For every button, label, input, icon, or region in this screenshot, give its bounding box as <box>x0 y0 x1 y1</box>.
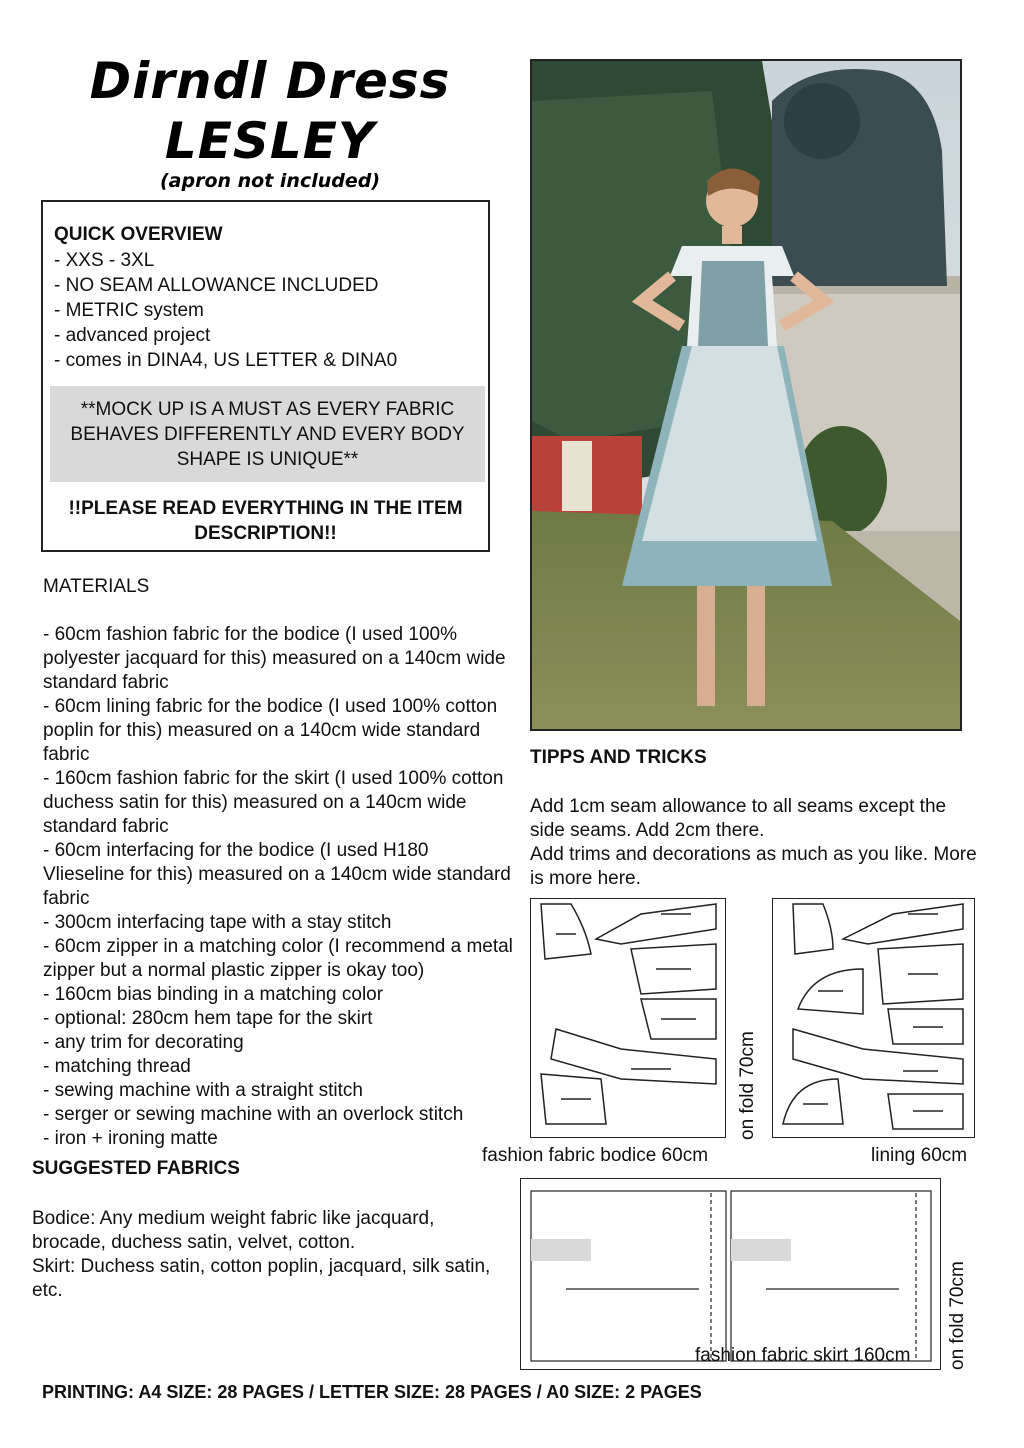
suggested-fabrics-heading: SUGGESTED FABRICS <box>32 1158 240 1179</box>
overview-heading: QUICK OVERVIEW <box>54 224 223 245</box>
skirt-layout-diagram <box>520 1178 941 1370</box>
materials-item: - 60cm fashion fabric for the bodice (I used 100% polyester jacquard for this) measured on a 140cm wide standard fabric <box>43 624 506 693</box>
lining-pattern-pieces <box>773 899 975 1138</box>
overview-item: - METRIC system <box>54 300 204 321</box>
tips-line-1: Add 1cm seam allowance to all seams except the side seams. Add 2cm there. <box>530 796 947 841</box>
title-line-2: LESLEY <box>164 112 376 170</box>
printing-info: PRINTING: A4 SIZE: 28 PAGES / LETTER SIZE: 28 PAGES / A0 SIZE: 2 PAGES <box>42 1382 702 1402</box>
fabrics-bodice: Bodice: Any medium weight fabric like jacquard, brocade, duchess satin, velvet, cotton. <box>32 1208 435 1253</box>
materials-list <box>43 623 513 1151</box>
materials-item: - 60cm zipper in a matching color (I recommend a metal zipper but a normal plastic zipper is okay too) <box>43 936 513 981</box>
suggested-fabrics-text <box>32 1207 492 1303</box>
overview-item: - NO SEAM ALLOWANCE INCLUDED <box>54 275 379 296</box>
quick-overview-box <box>41 200 490 552</box>
fold-label-bodice: on fold 70cm <box>737 1031 758 1140</box>
lining-caption: lining 60cm <box>871 1145 968 1166</box>
tips-text <box>530 795 980 891</box>
tips-line-2: Add trims and decorations as much as you like. More is more here. <box>530 844 977 889</box>
overview-item: - comes in DINA4, US LETTER & DINA0 <box>54 350 398 371</box>
materials-item: - 160cm fashion fabric for the skirt (I used 100% cotton duchess satin for this) measured on a 140cm wide standard fabric <box>43 768 504 837</box>
fabrics-skirt: Skirt: Duchess satin, cotton poplin, jacquard, silk satin, etc. <box>32 1256 491 1301</box>
lining-layout-diagram <box>772 898 975 1138</box>
title-subtitle: (apron not included) <box>159 170 381 192</box>
materials-item: - 60cm interfacing for the bodice (I used H180 Vlieseline for this) measured on a 140cm wide standard fabric <box>43 840 511 909</box>
title-line-1: Dirndl Dress <box>89 52 451 110</box>
materials-item: - matching thread <box>43 1056 191 1077</box>
bodice-caption: fashion fabric bodice 60cm <box>482 1145 709 1166</box>
read-description-warning: !!PLEASE READ EVERYTHING IN THE ITEM DESCRIPTION!! <box>68 498 463 544</box>
skirt-pattern-pieces <box>521 1179 941 1370</box>
materials-item: - optional: 280cm hem tape for the skirt <box>43 1008 373 1029</box>
overview-item: - XXS - 3XL <box>54 250 155 271</box>
materials-item: - 60cm lining fabric for the bodice (I used 100% cotton poplin for this) measured on a 140cm wide standard fabric <box>43 696 498 765</box>
materials-item: - any trim for decorating <box>43 1032 244 1053</box>
overview-list <box>54 248 397 373</box>
bodice-layout-diagram <box>530 898 726 1138</box>
fold-label-skirt: on fold 70cm <box>947 1261 968 1370</box>
bodice-pattern-pieces <box>531 899 726 1138</box>
materials-item: - sewing machine with a straight stitch <box>43 1080 363 1101</box>
photo-illustration <box>532 61 960 729</box>
model-photo <box>530 59 962 731</box>
materials-heading: MATERIALS <box>43 576 150 597</box>
overview-item: - advanced project <box>54 325 211 346</box>
materials-item: - serger or sewing machine with an overlock stitch <box>43 1104 464 1125</box>
materials-item: - 300cm interfacing tape with a stay stitch <box>43 912 392 933</box>
tips-heading: TIPPS AND TRICKS <box>530 747 707 768</box>
skirt-caption: fashion fabric skirt 160cm <box>695 1345 911 1366</box>
materials-item: - iron + ironing matte <box>43 1128 218 1149</box>
mockup-note: **MOCK UP IS A MUST AS EVERY FABRIC BEHAVES DIFFERENTLY AND EVERY BODY SHAPE IS UNIQUE** <box>50 386 485 482</box>
materials-item: - 160cm bias binding in a matching color <box>43 984 384 1005</box>
